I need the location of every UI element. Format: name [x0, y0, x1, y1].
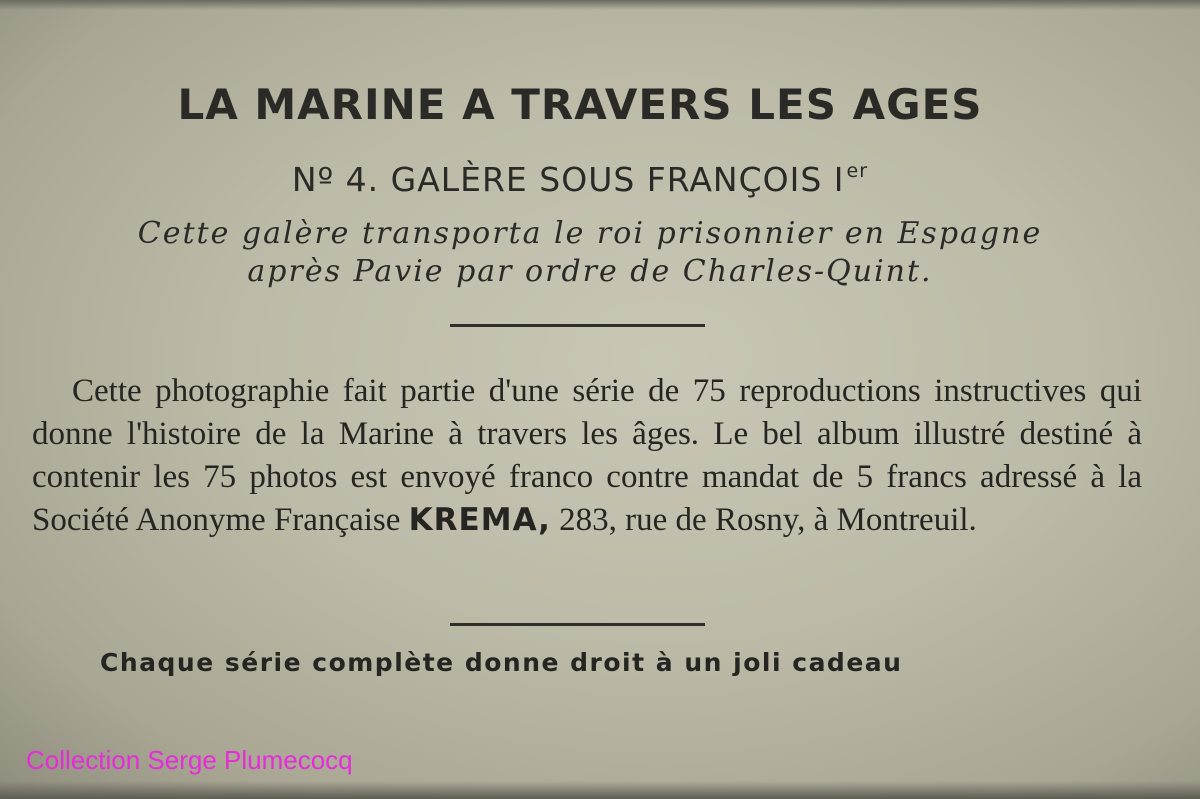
caption-line-1: Cette galère transporta le roi prisonnier en Espagne — [137, 216, 1043, 251]
collection-watermark: Collection Serge Plumecocq — [26, 745, 353, 775]
card-body-paragraph — [32, 370, 1142, 542]
divider-bottom — [450, 623, 705, 626]
card-title: LA MARINE A TRAVERS LES AGES — [177, 80, 983, 129]
card-caption — [30, 215, 1150, 291]
card-footer: Chaque série complète donne droit à un joli cadeau — [100, 648, 903, 677]
card-bottom-edge — [0, 781, 1200, 799]
subtitle-superscript: er — [846, 160, 869, 182]
caption-line-2: après Pavie par ordre de Charles-Quint. — [247, 254, 933, 289]
card-top-edge — [0, 0, 1200, 10]
body-text-address: 283, rue de Rosny, à Montreuil. — [559, 502, 977, 538]
body-text-start: Cette photographie fait partie d'une série de 75 reproductions instructives qui donne l'histoire de la Marine à travers les âges. Le bel album illustré destiné à contenir les 75 photos est envoyé franco contre mandat de 5 francs adressé à la Société Anonyme Française — [32, 373, 1142, 538]
card-subtitle — [0, 160, 1160, 199]
divider-top — [450, 324, 705, 327]
subtitle-text: Nº 4. GALÈRE SOUS FRANÇOIS I — [291, 160, 845, 199]
brand-name: KREMA, — [408, 502, 551, 538]
